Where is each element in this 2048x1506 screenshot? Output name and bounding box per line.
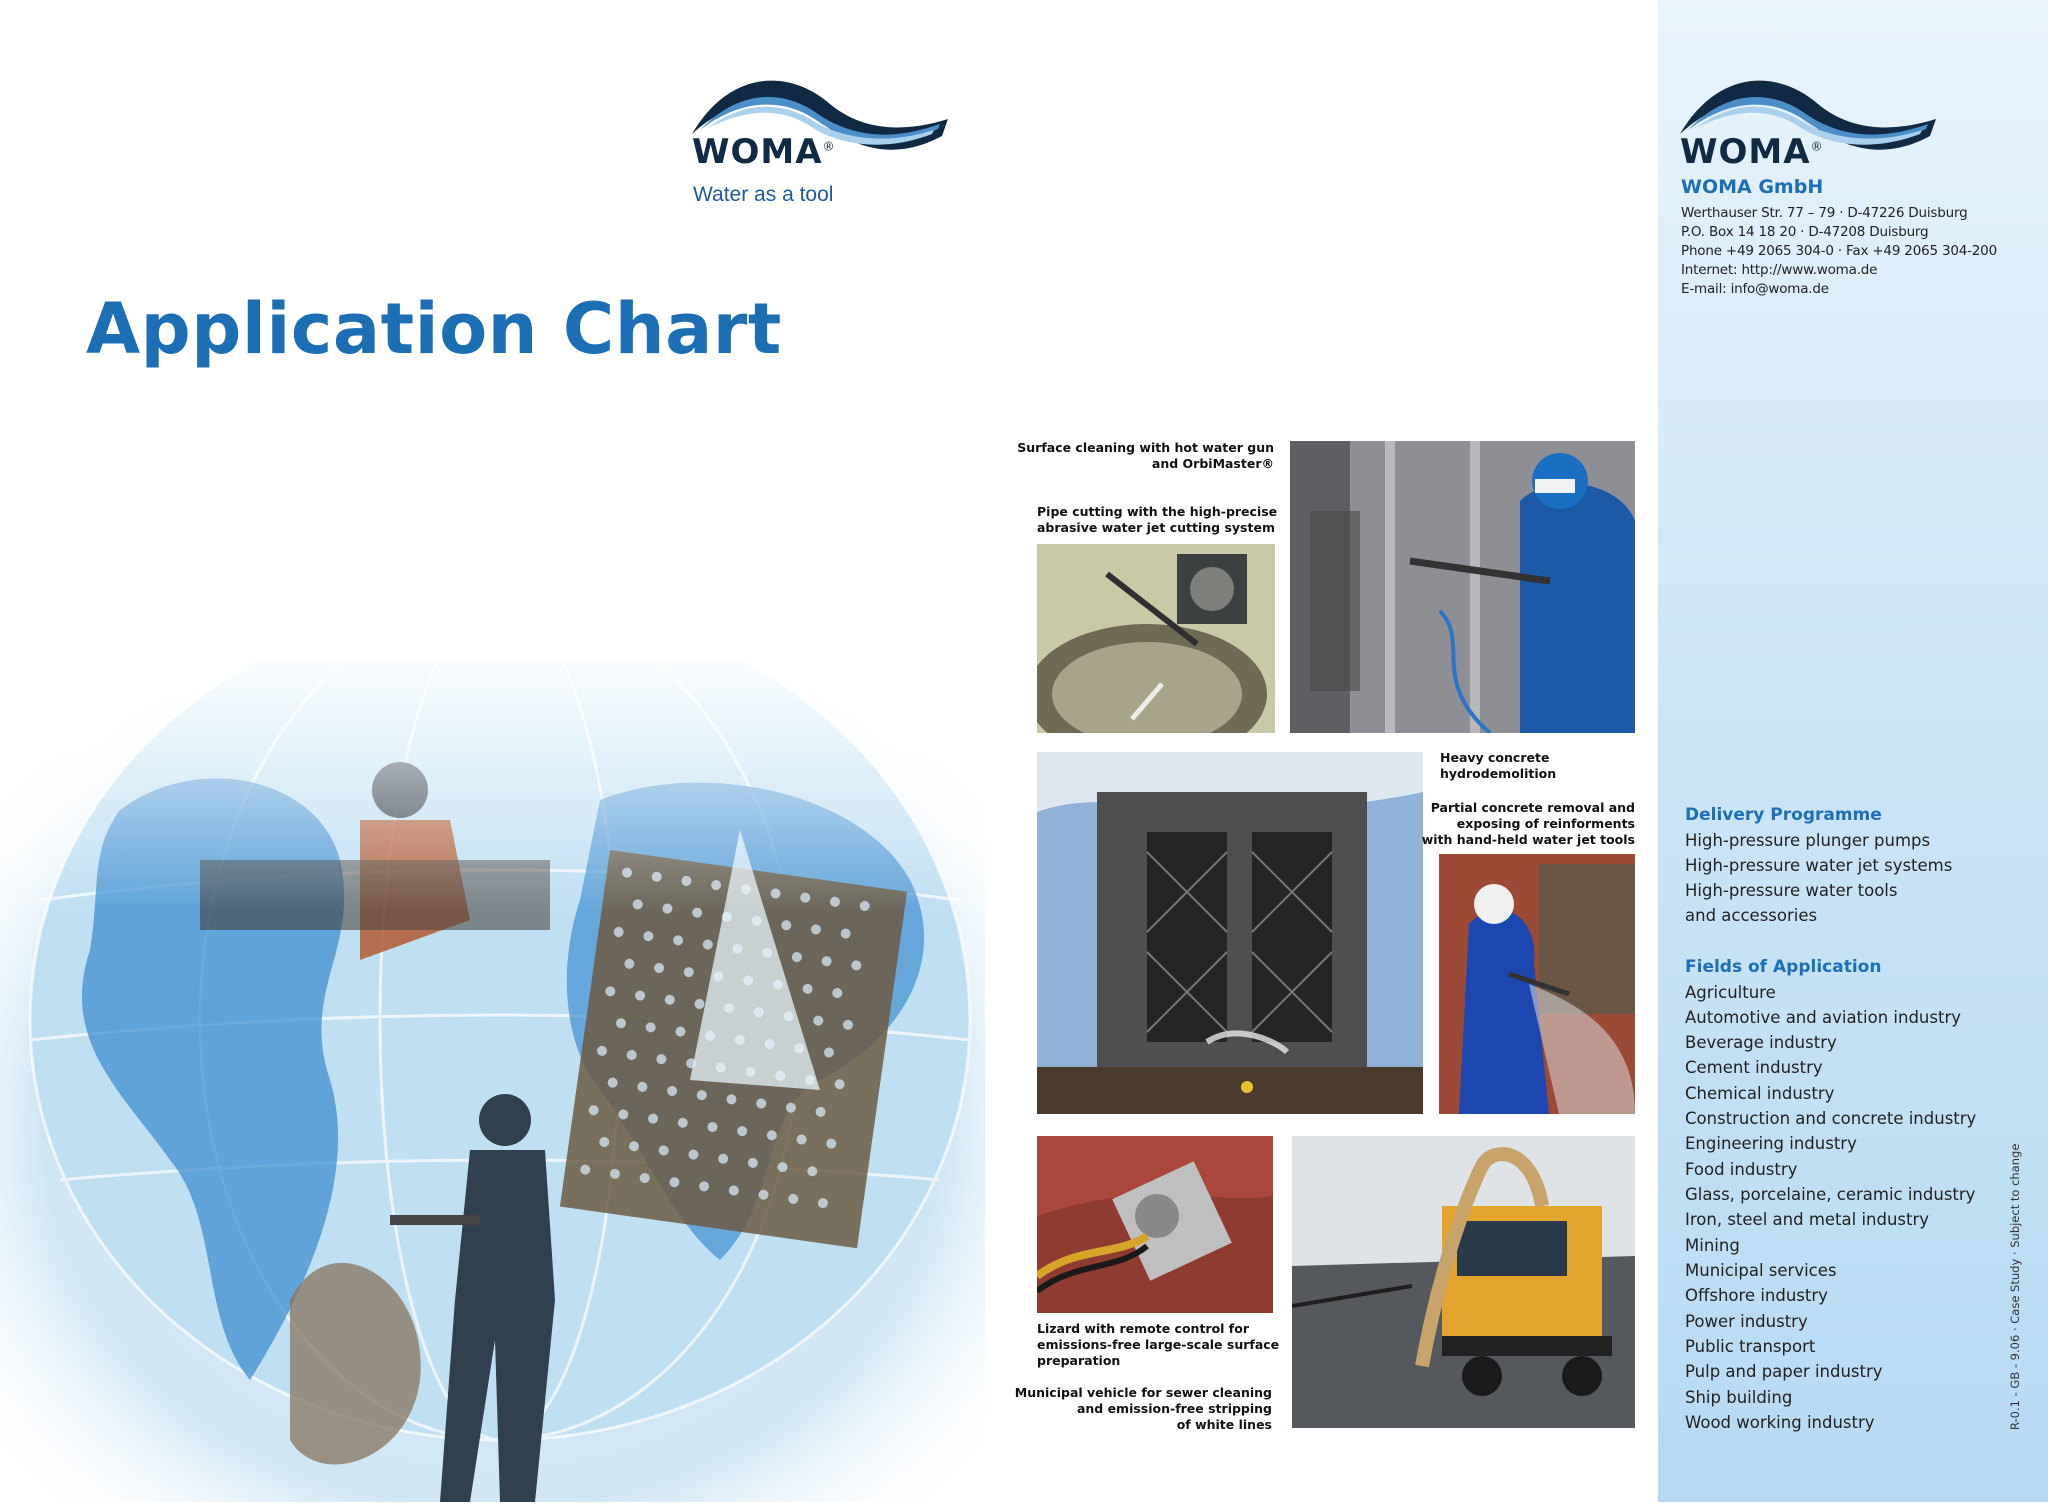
document-reference: R-0.1 - GB - 9.06 · Case Study · Subject to change xyxy=(2008,1143,2022,1430)
field-item: Glass, porcelaine, ceramic industry xyxy=(1685,1185,1976,1204)
caption-line: preparation xyxy=(1037,1353,1121,1368)
field-item: Power industry xyxy=(1685,1312,1808,1331)
address-line: P.O. Box 14 18 20 · D-47208 Duisburg xyxy=(1681,224,1929,240)
field-item: Wood working industry xyxy=(1685,1413,1875,1432)
woma-logo-left xyxy=(690,74,960,174)
caption-municipal xyxy=(1000,1385,1272,1433)
caption-line: abrasive water jet cutting system xyxy=(1037,520,1275,535)
globe-collage-image xyxy=(0,660,985,1502)
caption-line: and emission-free stripping xyxy=(1076,1401,1272,1416)
brand-wordmark: WOMA xyxy=(1680,132,1811,172)
field-item: Engineering industry xyxy=(1685,1134,1857,1153)
field-item: Cement industry xyxy=(1685,1058,1823,1077)
field-item: Food industry xyxy=(1685,1160,1798,1179)
field-item: Automotive and aviation industry xyxy=(1685,1008,1961,1027)
caption-line: with hand-held water jet tools xyxy=(1421,832,1635,847)
registered-mark: ® xyxy=(822,139,836,154)
field-item: Public transport xyxy=(1685,1337,1816,1356)
field-item: Ship building xyxy=(1685,1388,1793,1407)
caption-line: Heavy concrete xyxy=(1440,750,1550,765)
field-item: Agriculture xyxy=(1685,983,1776,1002)
tagline: Water as a tool xyxy=(693,183,834,206)
photo-municipal-vehicle xyxy=(1292,1136,1635,1428)
caption-heavy-concrete xyxy=(1440,750,1640,782)
caption-line: of white lines xyxy=(1176,1417,1272,1432)
fields-heading: Fields of Application xyxy=(1685,957,1882,977)
caption-line: Municipal vehicle for sewer cleaning xyxy=(1014,1385,1272,1400)
caption-lizard xyxy=(1037,1321,1287,1369)
photo-surface-cleaning xyxy=(1290,441,1635,733)
caption-line: and OrbiMaster® xyxy=(1151,456,1274,471)
page-title: Application Chart xyxy=(86,288,782,370)
field-item: Mining xyxy=(1685,1236,1740,1255)
caption-partial-concrete xyxy=(1420,800,1635,848)
delivery-item: High-pressure water jet systems xyxy=(1685,856,1953,875)
photo-heavy-concrete xyxy=(1037,752,1423,1114)
delivery-item: and accessories xyxy=(1685,906,1818,925)
field-item: Chemical industry xyxy=(1685,1084,1835,1103)
internet-line: Internet: http://www.woma.de xyxy=(1681,262,1878,278)
caption-line: hydrodemolition xyxy=(1440,766,1557,781)
brand-wordmark: WOMA xyxy=(692,132,823,172)
caption-line: Partial concrete removal and xyxy=(1430,800,1635,815)
delivery-item: High-pressure plunger pumps xyxy=(1685,831,1931,850)
registered-mark: ® xyxy=(1810,139,1824,154)
address-line: Werthauser Str. 77 – 79 · D-47226 Duisburg xyxy=(1681,205,1968,221)
field-item: Offshore industry xyxy=(1685,1286,1828,1305)
caption-line: exposing of reinforments xyxy=(1456,816,1635,831)
caption-line: emissions-free large-scale surface xyxy=(1037,1337,1280,1352)
delivery-heading: Delivery Programme xyxy=(1685,805,1882,825)
field-item: Pulp and paper industry xyxy=(1685,1362,1883,1381)
woma-logo-right xyxy=(1678,74,1948,174)
caption-line: Lizard with remote control for xyxy=(1037,1321,1249,1336)
field-item: Construction and concrete industry xyxy=(1685,1109,1977,1128)
field-item: Municipal services xyxy=(1685,1261,1837,1280)
caption-line: Surface cleaning with hot water gun xyxy=(1017,440,1274,455)
company-name: WOMA GmbH xyxy=(1681,176,1824,198)
email-line: E-mail: info@woma.de xyxy=(1681,281,1829,297)
caption-surface-cleaning xyxy=(1000,440,1274,472)
photo-pipe-cutting xyxy=(1037,544,1275,733)
caption-line: Pipe cutting with the high-precise xyxy=(1037,504,1278,519)
photo-partial-concrete xyxy=(1439,854,1635,1114)
caption-pipe-cutting xyxy=(1037,504,1297,536)
delivery-item: High-pressure water tools xyxy=(1685,881,1898,900)
phone-line: Phone +49 2065 304-0 · Fax +49 2065 304-200 xyxy=(1681,243,1997,259)
field-item: Beverage industry xyxy=(1685,1033,1837,1052)
field-item: Iron, steel and metal industry xyxy=(1685,1210,1930,1229)
photo-lizard xyxy=(1037,1136,1273,1313)
